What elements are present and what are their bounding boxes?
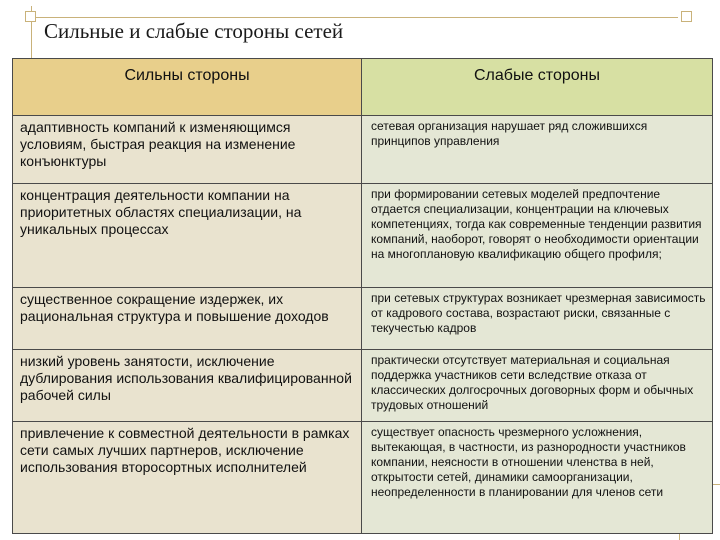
weakness-cell: при формировании сетевых моделей предпочтение отдается специализации, концентрации на ключевых компетенциях, тогда как современные тенденции развития компаний, наоборот, говорят о необходимости ориентации на многоплановую квалификацию общего профиля;	[362, 184, 713, 288]
page-title: Сильные и слабые стороны сетей	[44, 19, 344, 43]
header-strengths: Сильны стороны	[13, 59, 362, 116]
table-header-row	[13, 59, 713, 116]
strength-cell: адаптивность компаний к изменяющимся условиям, быстрая реакция на изменение конъюнктуры	[13, 116, 362, 184]
table-row	[13, 350, 713, 422]
table-row	[13, 184, 713, 288]
strength-cell: низкий уровень занятости, исключение дублирования использования квалифицированной рабочей силы	[13, 350, 362, 422]
strength-cell: существенное сокращение издержек, их рациональная структура и повышение доходов	[13, 288, 362, 350]
strengths-weaknesses-table	[12, 58, 713, 534]
weakness-cell: практически отсутствует материальная и социальная поддержка участников сети вследствие отказа от классических долгосрочных договорных форм и обычных трудовых отношений	[362, 350, 713, 422]
strength-cell: привлечение к совместной деятельности в рамках сети самых лучших партнеров, исключение использования второсортных исполнителей	[13, 422, 362, 534]
table-row	[13, 422, 713, 534]
weakness-cell: существует опасность чрезмерного усложнения, вытекающая, в частности, из разнородности участников компании, неясности в отношении членства в ней, открытости сетей, динамики самоорганизации, неопределенности в планировании для членов сети	[362, 422, 713, 534]
decorative-line-top	[31, 17, 678, 18]
weakness-cell: при сетевых структурах возникает чрезмерная зависимость от кадрового состава, возрастают риски, связанные с текучестью кадров	[362, 288, 713, 350]
header-weaknesses: Слабые стороны	[362, 59, 713, 116]
decorative-square-top-right	[681, 11, 692, 22]
strength-cell: концентрация деятельности компании на приоритетных областях специализации, на уникальных процессах	[13, 184, 362, 288]
table-row	[13, 116, 713, 184]
decorative-square-top-left	[25, 11, 36, 22]
table-row	[13, 288, 713, 350]
weakness-cell: сетевая организация нарушает ряд сложившихся принципов управления	[362, 116, 713, 184]
